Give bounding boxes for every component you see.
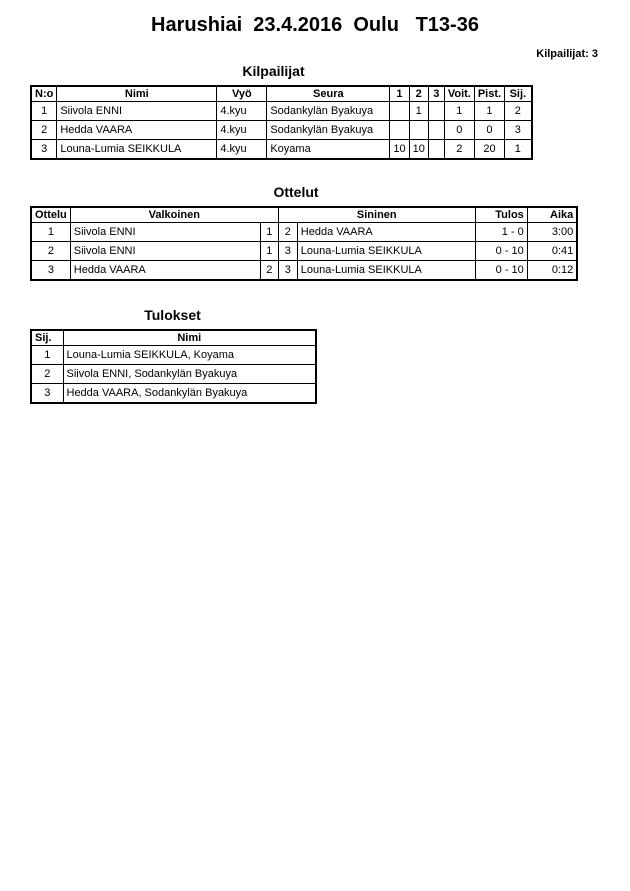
col-header-round1: 1 — [390, 86, 409, 102]
page-title: Harushiai 23.4.2016 Oulu T13-36 — [151, 14, 479, 36]
cell-belt: 4.kyu — [217, 121, 267, 140]
col-header-round3: 3 — [428, 86, 444, 102]
matches-table — [30, 206, 578, 281]
col-header-result: Tulos — [475, 207, 527, 223]
cell-place: 3 — [31, 384, 63, 404]
col-header-round2: 2 — [409, 86, 428, 102]
competitors-table — [30, 85, 533, 160]
cell-time: 0:12 — [527, 261, 577, 281]
cell-belt: 4.kyu — [217, 102, 267, 121]
cell-match-no: 2 — [31, 242, 70, 261]
cell-time: 3:00 — [527, 223, 577, 242]
col-header-belt: Vyö — [217, 86, 267, 102]
cell-no: 1 — [31, 102, 57, 121]
cell-result: 0 - 10 — [475, 261, 527, 281]
cell-place: 2 — [505, 102, 532, 121]
cell-name: Louna-Lumia SEIKKULA, Koyama — [63, 346, 316, 365]
cell-name: Hedda VAARA, Sodankylän Byakuya — [63, 384, 316, 404]
col-header-place: Sij. — [31, 330, 63, 346]
cell-club: Sodankylän Byakuya — [267, 102, 390, 121]
cell-points: 20 — [474, 140, 504, 160]
table-row — [31, 261, 577, 281]
col-header-place: Sij. — [505, 86, 532, 102]
col-header-name: Nimi — [57, 86, 217, 102]
cell-round3 — [428, 140, 444, 160]
cell-name: Siivola ENNI, Sodankylän Byakuya — [63, 365, 316, 384]
cell-result: 0 - 10 — [475, 242, 527, 261]
cell-blue-no: 3 — [278, 242, 297, 261]
cell-no: 3 — [31, 140, 57, 160]
cell-blue-no: 3 — [278, 261, 297, 281]
cell-white-no: 1 — [260, 242, 278, 261]
competitors-section — [30, 63, 630, 160]
matches-heading: Ottelut — [273, 184, 319, 200]
results-heading: Tulokset — [144, 307, 201, 323]
competitors-count-label: Kilpailijat: 3 — [536, 48, 598, 60]
cell-result: 1 - 0 — [475, 223, 527, 242]
cell-place: 3 — [505, 121, 532, 140]
table-row — [31, 223, 577, 242]
col-header-blue: Sininen — [278, 207, 475, 223]
col-header-match: Ottelu — [31, 207, 70, 223]
cell-white-name: Siivola ENNI — [70, 242, 260, 261]
table-row — [31, 140, 532, 160]
results-section — [30, 307, 630, 404]
table-row — [31, 384, 316, 404]
matches-header-row — [31, 207, 577, 223]
cell-round3 — [428, 102, 444, 121]
results-header-row — [31, 330, 316, 346]
cell-white-no: 2 — [260, 261, 278, 281]
col-header-white: Valkoinen — [70, 207, 278, 223]
results-table — [30, 329, 317, 404]
cell-blue-name: Louna-Lumia SEIKKULA — [297, 242, 475, 261]
cell-white-no: 1 — [260, 223, 278, 242]
col-header-no: N:o — [31, 86, 57, 102]
matches-section — [30, 184, 630, 281]
cell-belt: 4.kyu — [217, 140, 267, 160]
cell-club: Sodankylän Byakuya — [267, 121, 390, 140]
cell-wins: 2 — [444, 140, 474, 160]
competitors-heading: Kilpailijat — [242, 63, 305, 79]
cell-name: Siivola ENNI — [57, 102, 217, 121]
cell-no: 2 — [31, 121, 57, 140]
cell-blue-name: Louna-Lumia SEIKKULA — [297, 261, 475, 281]
cell-wins: 1 — [444, 102, 474, 121]
cell-place: 2 — [31, 365, 63, 384]
table-row — [31, 102, 532, 121]
table-row — [31, 365, 316, 384]
cell-club: Koyama — [267, 140, 390, 160]
cell-time: 0:41 — [527, 242, 577, 261]
cell-blue-no: 2 — [278, 223, 297, 242]
cell-name: Louna-Lumia SEIKKULA — [57, 140, 217, 160]
cell-round1 — [390, 121, 409, 140]
cell-round2: 10 — [409, 140, 428, 160]
col-header-wins: Voit. — [444, 86, 474, 102]
cell-round2 — [409, 121, 428, 140]
cell-name: Hedda VAARA — [57, 121, 217, 140]
cell-round2: 1 — [409, 102, 428, 121]
table-row — [31, 346, 316, 365]
cell-place: 1 — [31, 346, 63, 365]
col-header-points: Pist. — [474, 86, 504, 102]
cell-round1: 10 — [390, 140, 409, 160]
cell-match-no: 3 — [31, 261, 70, 281]
cell-match-no: 1 — [31, 223, 70, 242]
table-row — [31, 121, 532, 140]
cell-white-name: Siivola ENNI — [70, 223, 260, 242]
cell-wins: 0 — [444, 121, 474, 140]
cell-points: 1 — [474, 102, 504, 121]
cell-blue-name: Hedda VAARA — [297, 223, 475, 242]
table-row — [31, 242, 577, 261]
cell-round3 — [428, 121, 444, 140]
col-header-name: Nimi — [63, 330, 316, 346]
cell-white-name: Hedda VAARA — [70, 261, 260, 281]
cell-place: 1 — [505, 140, 532, 160]
col-header-time: Aika — [527, 207, 577, 223]
competitors-header-row — [31, 86, 532, 102]
col-header-club: Seura — [267, 86, 390, 102]
cell-round1 — [390, 102, 409, 121]
cell-points: 0 — [474, 121, 504, 140]
